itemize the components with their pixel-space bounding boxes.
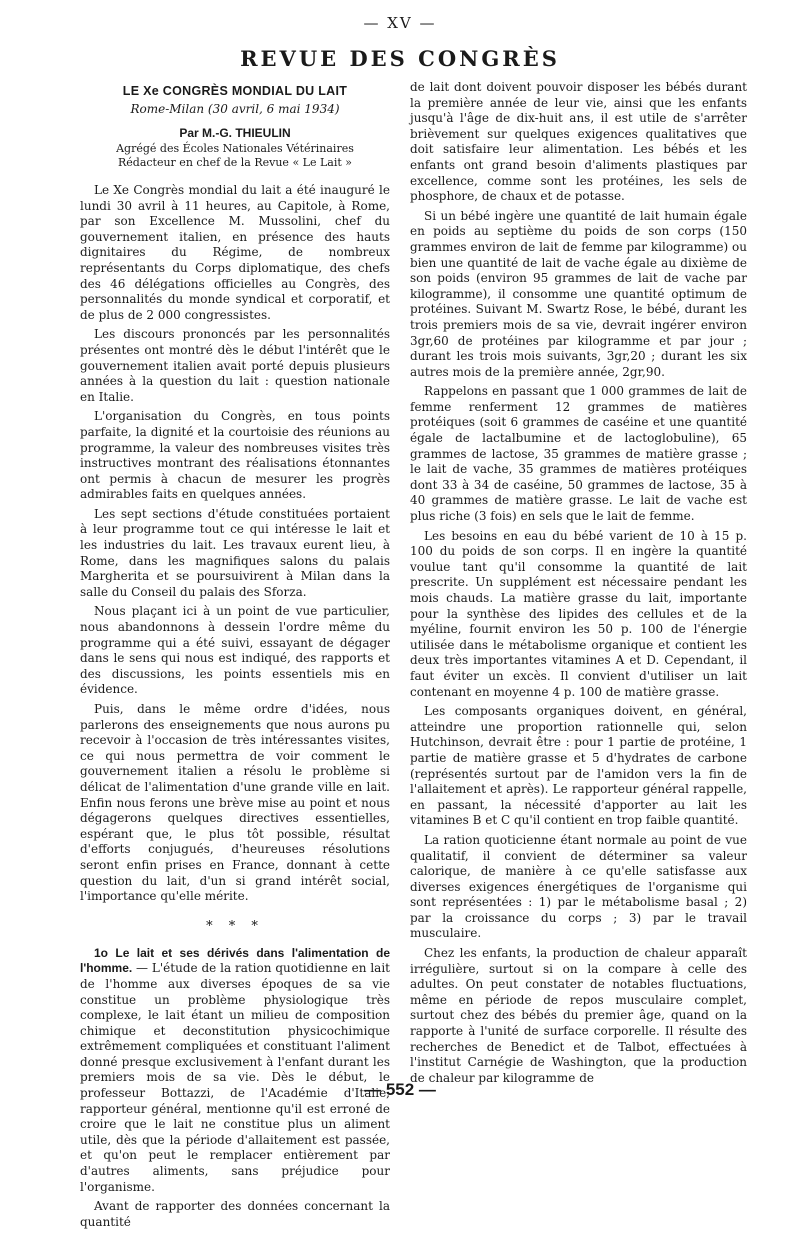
body-paragraph: Le Xe Congrès mondial du lait a été inauguré le lundi 30 avril à 11 heures, au Capitole, à Rome, par son Excellence M. Mussolini, chef du gouvernement italien, en présence des hauts dignitaires du Régime, de nombreux représentants du Corps diplomatique, des chefs des 46 délégations officielles au Congrès, des personnalités du monde syndical et corporatif, et de plus de 2 000 congressistes. xyxy=(80,183,390,322)
body-paragraph: Si un bébé ingère une quantité de lait humain égale en poids au septième du poids de son corps (150 grammes environ de lait de femme par kilogramme) ou bien une quantité de lait de vache égale au dixième de son poids (environ 95 grammes de lait de vache par kilogramme), il consomme une quantité optimum de protéines. Suivant M. Swartz Rose, le bébé, durant les trois premiers mois de sa vie, devrait ingérer environ 3gr,60 de protéines par kilogramme et par jour ; durant les trois mois suivants, 3gr,20 ; durant les six autres mois de la première année, 2gr,90. xyxy=(410,208,747,379)
body-paragraph: Les besoins en eau du bébé varient de 10 à 15 p. 100 du poids de son corps. Il en ingère la quantité voulue tant qu'il consomme la quantité de lait prescrite. Un supplément est nécessaire pendant les mois chauds. La matière grasse du lait, importante pour la synthèse des lipides des cellules et de la myéline, fournit environ les 50 p. 100 de l'énergie utilisée dans le métabolisme organique et contient les deux très importantes vitamines A et D. Cependant, il faut éviter un excès. Il convient d'utiliser un lait contenant en moyenne 4 p. 100 de matière grasse. xyxy=(410,528,747,699)
article-author: Par M.-G. THIEULIN xyxy=(179,126,291,140)
article-dateline: Rome-Milan (30 avril, 6 mai 1934) xyxy=(130,102,340,116)
article-title: LE Xe CONGRÈS MONDIAL DU LAIT xyxy=(122,84,348,98)
page-number: — 552 — xyxy=(364,1080,436,1099)
section-heading: 1o Le lait et ses dérivés dans l'alimentation de l'homme. xyxy=(80,945,390,976)
affiliation-line: Agrégé des Écoles Nationales Vétérinaires xyxy=(116,142,354,155)
body-paragraph: de lait dont doivent pouvoir disposer les bébés durant la première année de leur vie, ainsi que les enfants jusqu'à l'âge de dix-huit ans, il est utile de s'arrêter brièvement sur quelques exigences qualitatives que doit satisfaire leur alimentation. Les bébés et les enfants ont grand besoin d'aliments plastiques par excellence, comme sont les protéines, les sels de phosphore, de chaux et de potasse. xyxy=(410,80,747,204)
body-paragraph: Les discours prononcés par les personnalités présentes ont montré dès le début l'intérêt que le gouvernement italien avait porté depuis plusieurs années à la question du lait : question nationale en Italie. xyxy=(80,327,390,404)
right-column xyxy=(410,80,747,1090)
body-paragraph: Chez les enfants, la production de chaleur apparaît irrégulière, surtout si on la compare à celle des adultes. On peut constater de notables fluctuations, même en période de repos musculaire complet, surtout chez des bébés du premier âge, quand on la rapporte à l'unité de surface corporelle. Il résulte des recherches de Benedict et de Talbot, effectuées à l'institut Carnégie de Washington, que la production de chaleur par kilogramme de xyxy=(410,946,747,1085)
section-separator: * * * xyxy=(206,918,264,934)
section-title: REVUE DES CONGRÈS xyxy=(240,46,560,71)
author-affiliations xyxy=(80,142,390,169)
body-paragraph: L'organisation du Congrès, en tous points parfaite, la dignité et la courtoisie des réunions au programme, la valeur des nombreuses visites très instructives montrant des réalisations étonnantes ont permis à chacun de mesurer les progrès admirables faits en quelques années. xyxy=(80,409,390,502)
section-paragraph xyxy=(80,946,390,1196)
running-header-roman: — XV — xyxy=(363,14,437,32)
section-text: — L'étude de la ration quotidienne en lait de l'homme aux diverses époques de sa vie constitue un problème physiologique très complexe, le lait étant un milieu de composition chimique et deconstitution physicochimique extrêmement compliquées et constituant l'aliment donné presque exclusivement à l'enfant durant les premiers mois de sa vie. Dès le début, le professeur Bottazzi, de l'Académie d'Italie, rapporteur général, mentionne qu'il est erroné de croire que le lait ne constitue plus un aliment utile, dès que la période d'allaitement est passée, et qu'on peut le remplacer entièrement par d'autres aliments, sans préjudice pour l'organisme. xyxy=(80,961,390,1194)
left-column xyxy=(80,80,390,1234)
body-paragraph: Avant de rapporter des données concernant la quantité xyxy=(80,1199,390,1229)
body-paragraph: Les sept sections d'étude constituées portaient à leur programme tout ce qui intéresse le lait et les industries du lait. Les travaux eurent lieu, à Rome, dans les magnifiques salons du palais Margherita et se poursuivirent à Milan dans la salle du Conseil du palais des Sforza. xyxy=(80,506,390,599)
affiliation-line: Rédacteur en chef de la Revue « Le Lait » xyxy=(117,155,353,169)
body-paragraph: Les composants organiques doivent, en général, atteindre une proportion rationnelle qui, selon Hutchinson, devrait être : pour 1 partie de protéine, 1 partie de matière grasse et 5 d'hydrates de carbone (représentés surtout par de l'amidon vers la fin de l'allaitement et après). Le rapporteur général rappelle, en passant, la nécessité d'apporter au lait les vitamines B et C qu'il contient en trop faible quantité. xyxy=(410,704,747,828)
body-paragraph: La ration quoticienne étant normale au point de vue qualitatif, il convient de déterminer sa valeur calorique, de manière à ce qu'elle satisfasse aux diverses exigences énergétiques de l'organisme qui sont représentées : 1) par le métabolisme basal ; 2) par la croissance du corps ; 3) par le travail musculaire. xyxy=(410,832,747,941)
body-paragraph: Nous plaçant ici à un point de vue particulier, nous abandonnons à dessein l'ordre même du programme qui a été suivi, essayant de dégager dans le sens qui nous est indiqué, des rapports et des discussions, les points essentiels mis en évidence. xyxy=(80,604,390,697)
body-paragraph: Rappelons en passant que 1 000 grammes de lait de femme renferment 12 grammes de matières protéiques (soit 6 grammes de caséine et une quantité égale de lactalbumine et de lactoglobuline), 65 grammes de lactose, 35 grammes de matière grasse ; le lait de vache, 35 grammes de matières protéiques dont 33 à 34 de caséine, 50 grammes de lactose, 35 à 40 grammes de matière grasse. Le lait de vache est plus riche (3 fois) en sels que le lait de femme. xyxy=(410,384,747,524)
body-paragraph: Puis, dans le même ordre d'idées, nous parlerons des enseignements que nous aurons pu recevoir à l'occasion de très intéressantes visites, ce qui nous permettra de voir comment le gouvernement italien a résolu le problème si délicat de l'alimentation d'une grande ville en lait. Enfin nous ferons une brève mise au point et nous dégagerons quelques directives essentielles, espérant que, le plus tôt possible, résultat d'efforts conjugués, d'heureuses résolutions seront enfin prises en France, donnant à cette question du lait, d'un si grand intérêt social, l'importance qu'elle mérite. xyxy=(80,702,390,904)
